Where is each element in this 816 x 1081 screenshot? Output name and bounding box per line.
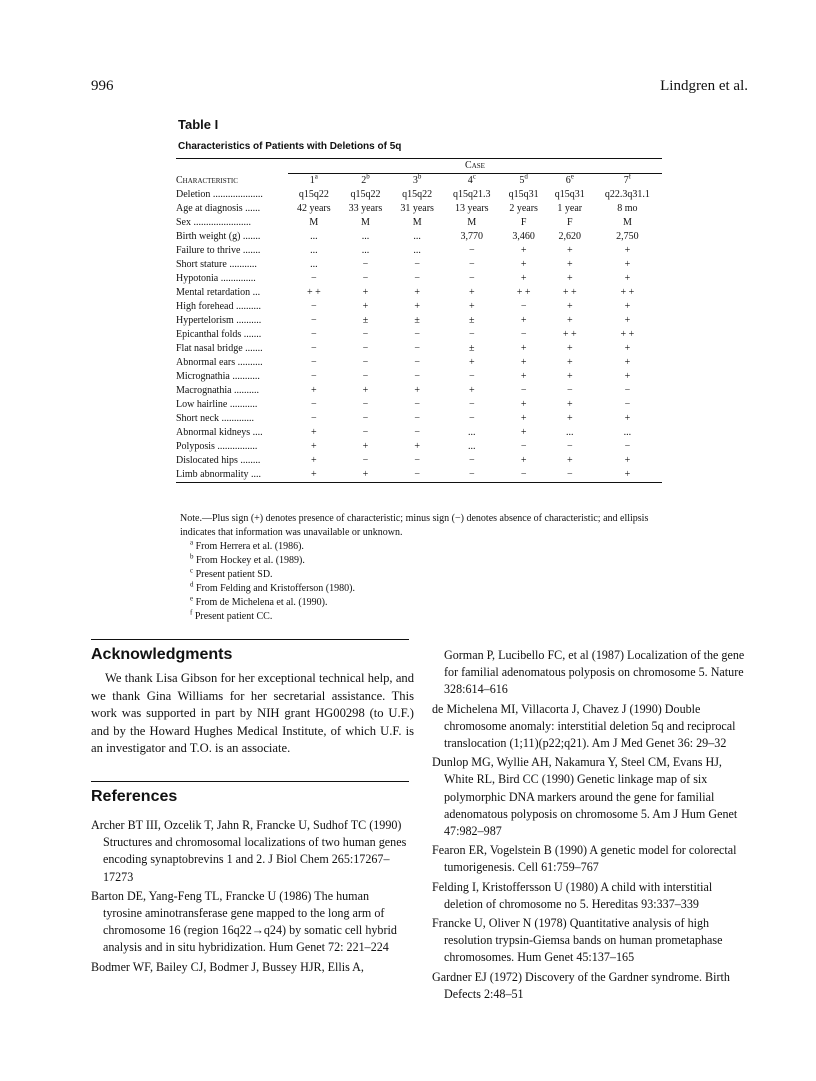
- table-cell: −: [414, 427, 420, 438]
- table-cell: +: [624, 343, 631, 354]
- reference-entry: Dunlop MG, Wyllie AH, Nakamura Y, Steel CM, Evans HJ, White RL, Bird CC (1990) Genetic linkage map of six polymorphic DNA markers around the gene for familial adenomatous polyposis on chromosome 5. Am J Hum Genet 47:982–987: [432, 755, 738, 839]
- table-row: [176, 258, 662, 272]
- table-cell: −: [468, 273, 475, 284]
- table-cell: −: [362, 357, 369, 368]
- table-cell: −: [414, 399, 420, 410]
- table-cell: q15q31: [508, 189, 539, 200]
- acknowledgments-text: We thank Lisa Gibson for her exceptional technical help, and we thank Gina Williams for her secretarial assistance. This work was supported in part by NIH grant HG00298 (to U.F.) and by the Howard Hughes Medical Institute, of which U.F. is an investigator and T.O. is an associate.: [91, 671, 414, 755]
- table-cell: −: [414, 371, 420, 382]
- table-cell: −: [468, 245, 475, 256]
- table-cell: F: [566, 217, 573, 228]
- table-cell: −: [362, 455, 369, 466]
- table-cell: +: [520, 455, 527, 466]
- table-cell: +: [624, 455, 631, 466]
- table-cell: M: [361, 217, 370, 228]
- case-footnote-mark: c: [472, 172, 476, 181]
- table-cell: +: [566, 357, 573, 368]
- row-label: Dislocated hips ........: [176, 455, 261, 466]
- case-footnote-mark: f: [628, 172, 632, 181]
- case-group-header: Case: [465, 160, 485, 171]
- table-cell: +: [414, 441, 420, 452]
- table-row: [176, 356, 662, 370]
- table-cell: −: [362, 427, 369, 438]
- page-number: 996: [91, 78, 114, 94]
- table-cell: M: [467, 217, 477, 228]
- table-cell: −: [468, 259, 475, 270]
- table-cell: −: [414, 413, 420, 424]
- table-cell: ...: [566, 427, 574, 438]
- row-label: Abnormal kidneys ....: [176, 427, 263, 438]
- table-cell: q15q22: [402, 189, 433, 200]
- table-cell: +: [311, 427, 317, 438]
- table-cell: + +: [516, 287, 531, 298]
- table-label: Table I: [178, 117, 219, 132]
- table-cell: −: [311, 315, 317, 326]
- row-label: Hypotonia ..............: [176, 273, 256, 284]
- table-cell: +: [624, 413, 631, 424]
- footnote-text: Present patient CC.: [194, 611, 273, 622]
- table-cell: −: [414, 259, 420, 270]
- table-cell: 33 years: [348, 203, 383, 214]
- table-cell: +: [566, 245, 573, 256]
- footnote: [180, 554, 670, 568]
- footnote-text: From Herrera et al. (1986).: [195, 541, 304, 552]
- reference-entry: Gardner EJ (1972) Discovery of the Gardner syndrome. Birth Defects 2:48–51: [432, 969, 730, 1001]
- case-header: [501, 174, 547, 188]
- case-number: 5: [519, 175, 525, 186]
- footnote: [180, 610, 670, 624]
- table-row: [176, 440, 662, 454]
- table-notes: [180, 512, 670, 624]
- table-cell: −: [414, 469, 420, 480]
- footnote-text: Present patient SD.: [195, 569, 273, 580]
- case-number: 7: [623, 175, 629, 186]
- table-row: [176, 272, 662, 286]
- footnote-mark: f: [190, 608, 193, 617]
- table-cell: 13 years: [454, 203, 489, 214]
- table-cell: ...: [310, 245, 318, 256]
- table-cell: 2,620: [558, 231, 581, 242]
- table-cell: M: [622, 217, 632, 228]
- table-grid: [176, 174, 662, 482]
- table-cell: −: [414, 329, 420, 340]
- acknowledgments-rule: [91, 639, 409, 640]
- table-bottom-rule: [176, 482, 662, 483]
- table-cell: +: [520, 259, 527, 270]
- table-row: [176, 384, 662, 398]
- table-cell: ±: [362, 315, 369, 326]
- table-cell: +: [520, 357, 527, 368]
- table-cell: +: [566, 371, 573, 382]
- table-cell: ...: [468, 427, 476, 438]
- footnote-mark: c: [190, 566, 194, 575]
- table-cell: −: [566, 469, 573, 480]
- table-cell: −: [311, 371, 317, 382]
- references-right-column: [432, 647, 750, 1005]
- table-cell: +: [414, 287, 420, 298]
- case-footnote-mark: e: [570, 172, 574, 181]
- table-cell: ±: [469, 315, 475, 326]
- table-cell: +: [362, 301, 369, 312]
- case-number: 3: [412, 175, 418, 186]
- table-row: [176, 342, 662, 356]
- footnote-text: From Felding and Kristofferson (1980).: [196, 583, 355, 594]
- table-cell: ±: [414, 315, 420, 326]
- case-header: [391, 174, 443, 188]
- footnote-list: [180, 540, 670, 624]
- table-cell: +: [362, 385, 369, 396]
- table-cell: + +: [620, 329, 635, 340]
- table-row: [176, 216, 662, 230]
- reference-continuation: Gorman P, Lucibello FC, et al (1987) Localization of the gene for familial adenomatous polyposis on chromosome 5. Nature 328:614–616: [444, 648, 745, 697]
- references-heading: References: [91, 788, 178, 805]
- table-cell: ...: [413, 245, 421, 256]
- table-row: [176, 370, 662, 384]
- row-label: Deletion ....................: [176, 189, 263, 200]
- table-cell: −: [468, 399, 475, 410]
- case-header: [340, 174, 392, 188]
- table-cell: +: [520, 273, 527, 284]
- table-cell: +: [624, 357, 631, 368]
- reference-entry: Felding I, Kristoffersson U (1980) A child with interstitial deletion of chromosome no 5. Hereditas 93:337–339: [432, 879, 713, 911]
- footnote: [180, 568, 670, 582]
- footnote-mark: e: [190, 594, 194, 603]
- table-row: [176, 328, 662, 342]
- table-cell: −: [624, 441, 631, 452]
- row-label: Low hairline ...........: [176, 399, 258, 410]
- running-head: Lindgren et al.: [660, 78, 748, 94]
- table-row: [176, 468, 662, 482]
- table-row: [176, 286, 662, 300]
- reference-entry: Barton DE, Yang-Feng TL, Francke U (1986) The human tyrosine aminotransferase gene mapped to the long arm of chromosome 16 (region 16q22→q24) by somatic cell hybrid analysis and in situ hybridization. Hum Genet 72: 221–224: [91, 888, 397, 955]
- reference-entry: Archer BT III, Ozcelik T, Jahn R, Francke U, Sudhof TC (1990) Structures and chromosomal localizations of two human genes encoding synaptobrevins 1 and 2. J Biol Chem 265:17267–17273: [91, 818, 407, 884]
- case-number: 4: [467, 175, 473, 186]
- case-header: [443, 174, 501, 188]
- characteristics-table: [176, 158, 662, 483]
- table-cell: +: [520, 371, 527, 382]
- table-cell: −: [468, 329, 475, 340]
- table-cell: −: [520, 385, 527, 396]
- footnote: [180, 596, 670, 610]
- table-cell: 2 years: [509, 203, 538, 214]
- table-cell: 31 years: [400, 203, 434, 214]
- table-cell: 42 years: [297, 203, 331, 214]
- references-left-column: [91, 817, 409, 978]
- table-cell: +: [566, 343, 573, 354]
- table-cell: +: [520, 315, 527, 326]
- table-cell: −: [468, 413, 475, 424]
- table-cell: −: [311, 329, 317, 340]
- case-number: 1: [309, 175, 315, 186]
- case-footnote-mark: b: [417, 172, 422, 181]
- table-cell: ...: [310, 259, 318, 270]
- row-label: Sex .......................: [176, 217, 251, 228]
- table-cell: −: [468, 455, 475, 466]
- table-cell: +: [468, 357, 475, 368]
- table-cell: 3,770: [460, 231, 484, 242]
- row-label: Abnormal ears ..........: [176, 357, 263, 368]
- table-row: [176, 300, 662, 314]
- row-label: Epicanthal folds .......: [176, 329, 262, 340]
- table-cell: −: [520, 441, 527, 452]
- table-row: [176, 188, 662, 202]
- case-header: [288, 174, 340, 188]
- table-cell: 2,750: [616, 231, 639, 242]
- table-cell: ...: [361, 231, 370, 242]
- table-row: [176, 426, 662, 440]
- table-cell: ...: [623, 427, 632, 438]
- table-cell: −: [624, 399, 631, 410]
- table-cell: ...: [361, 245, 370, 256]
- table-cell: −: [468, 371, 475, 382]
- case-footnote-mark: a: [314, 172, 318, 181]
- table-cell: +: [624, 259, 631, 270]
- table-cell: −: [311, 399, 317, 410]
- table-cell: −: [311, 343, 317, 354]
- table-cell: 3,460: [512, 231, 535, 242]
- table-cell: −: [414, 357, 420, 368]
- table-cell: −: [362, 413, 369, 424]
- table-cell: +: [566, 315, 573, 326]
- row-label: High forehead ..........: [176, 301, 261, 312]
- table-cell: q15q22: [298, 189, 329, 200]
- table-cell: +: [566, 273, 573, 284]
- table-cell: +: [566, 301, 573, 312]
- table-cell: +: [468, 385, 475, 396]
- case-footnote-mark: d: [524, 172, 528, 181]
- table-cell: +: [414, 301, 420, 312]
- table-cell: +: [624, 469, 631, 480]
- table-row: [176, 314, 662, 328]
- table-header: [176, 159, 662, 173]
- table-cell: + +: [620, 287, 635, 298]
- table-cell: + +: [562, 329, 577, 340]
- table-cell: ...: [468, 441, 476, 452]
- table-cell: −: [362, 343, 369, 354]
- table-cell: +: [362, 469, 369, 480]
- table-cell: −: [362, 259, 369, 270]
- table-cell: −: [311, 413, 317, 424]
- table-cell: +: [624, 315, 631, 326]
- table-cell: +: [566, 413, 573, 424]
- row-label: Birth weight (g) .......: [176, 231, 261, 242]
- footnote: [180, 582, 670, 596]
- table-cell: +: [311, 469, 317, 480]
- table-cell: F: [520, 217, 527, 228]
- table-cell: 8 mo: [617, 203, 638, 214]
- table-cell: +: [566, 399, 573, 410]
- table-cell: +: [520, 427, 527, 438]
- table-cell: −: [566, 385, 573, 396]
- table-row: [176, 398, 662, 412]
- table-cell: −: [566, 441, 573, 452]
- table-cell: +: [624, 301, 631, 312]
- table-cell: +: [468, 301, 475, 312]
- footnote-mark: a: [190, 538, 194, 547]
- table-row: [176, 230, 662, 244]
- table-cell: −: [624, 385, 631, 396]
- row-label: Micrognathia ...........: [176, 371, 260, 382]
- table-cell: −: [520, 301, 527, 312]
- table-row: [176, 202, 662, 216]
- table-cell: +: [624, 371, 631, 382]
- table-cell: M: [412, 217, 422, 228]
- table-row: [176, 454, 662, 468]
- references-rule: [91, 781, 409, 782]
- footnote-mark: d: [190, 580, 194, 589]
- table-cell: ...: [413, 231, 421, 242]
- table-cell: +: [362, 287, 369, 298]
- table-cell: +: [362, 441, 369, 452]
- row-label: Mental retardation ...: [176, 287, 261, 298]
- table-cell: +: [520, 413, 527, 424]
- table-cell: −: [520, 469, 527, 480]
- characteristic-header: Characteristic: [176, 175, 238, 186]
- table-cell: +: [520, 245, 527, 256]
- table-cell: −: [520, 329, 527, 340]
- table-cell: −: [311, 301, 317, 312]
- row-label: Short neck .............: [176, 413, 255, 424]
- table-cell: + +: [306, 287, 321, 298]
- table-cell: −: [414, 455, 420, 466]
- table-cell: −: [414, 273, 420, 284]
- case-header: [547, 174, 593, 188]
- reference-entry: Fearon ER, Vogelstein B (1990) A genetic model for colorectal tumorigenesis. Cell 61:759–767: [432, 843, 737, 875]
- table-cell: −: [362, 273, 369, 284]
- table-cell: +: [311, 441, 317, 452]
- table-cell: q15q31: [554, 189, 585, 200]
- row-label: Age at diagnosis ......: [176, 203, 261, 214]
- case-number: 2: [361, 175, 367, 186]
- table-cell: +: [520, 343, 527, 354]
- table-cell: −: [311, 273, 317, 284]
- reference-entry: Francke U, Oliver N (1978) Quantitative analysis of high resolution trypsin-Giemsa bands on human prometaphase chromosomes. Hum Genet 45:137–165: [432, 916, 723, 965]
- table-cell: +: [520, 399, 527, 410]
- table-cell: ±: [469, 343, 475, 354]
- row-label: Polyposis ................: [176, 441, 258, 452]
- table-cell: +: [624, 273, 631, 284]
- row-label: Limb abnormality ....: [176, 469, 261, 480]
- table-cell: +: [311, 385, 317, 396]
- acknowledgments-heading: Acknowledgments: [91, 646, 233, 663]
- table-cell: −: [311, 357, 317, 368]
- footnote: [180, 540, 670, 554]
- row-label: Short stature ...........: [176, 259, 257, 270]
- table-cell: +: [468, 287, 475, 298]
- table-note: Note.—Plus sign (+) denotes presence of characteristic; minus sign (−) denotes absence of characteristic; and ellipsis indicates that information was unavailable or unknown.: [180, 513, 649, 538]
- table-cell: M: [309, 217, 319, 228]
- reference-entry: Bodmer WF, Bailey CJ, Bodmer J, Bussey HJR, Ellis A,: [91, 959, 364, 974]
- table-row: [176, 412, 662, 426]
- case-footnote-mark: b: [366, 172, 370, 181]
- table-cell: 1 year: [557, 203, 583, 214]
- table-cell: q15q21.3: [453, 189, 491, 200]
- footnote-mark: b: [190, 552, 194, 561]
- row-label: Macrognathia ..........: [176, 385, 260, 396]
- table-cell: +: [311, 455, 317, 466]
- table-cell: +: [624, 245, 631, 256]
- footnote-text: From de Michelena et al. (1990).: [195, 597, 328, 608]
- row-label: Flat nasal bridge .......: [176, 343, 263, 354]
- table-cell: −: [362, 371, 369, 382]
- table-cell: +: [566, 259, 573, 270]
- reference-entry: de Michelena MI, Villacorta J, Chavez J (1990) Double chromosome anomaly: interstitial deletion 5q and reciprocal translocation (1;11)(p22;q21). Am J Med Genet 36: 29–32: [432, 701, 736, 751]
- table-cell: −: [362, 399, 369, 410]
- table-cell: ...: [310, 231, 318, 242]
- table-cell: q22.3q31.1: [604, 189, 650, 200]
- row-label: Hypertelorism ..........: [176, 315, 262, 326]
- footnote-text: From Hockey et al. (1989).: [196, 555, 305, 566]
- table-cell: + +: [562, 287, 577, 298]
- case-header: [593, 174, 662, 188]
- table-cell: +: [566, 455, 573, 466]
- table-row: [176, 244, 662, 258]
- table-cell: −: [362, 329, 369, 340]
- table-cell: q15q22: [350, 189, 381, 200]
- row-label: Failure to thrive .......: [176, 245, 261, 256]
- table-cell: −: [468, 469, 475, 480]
- table-cell: +: [414, 385, 420, 396]
- table-cell: −: [414, 343, 420, 354]
- table-title: Characteristics of Patients with Deletions of 5q: [178, 141, 402, 152]
- case-number: 6: [565, 175, 571, 186]
